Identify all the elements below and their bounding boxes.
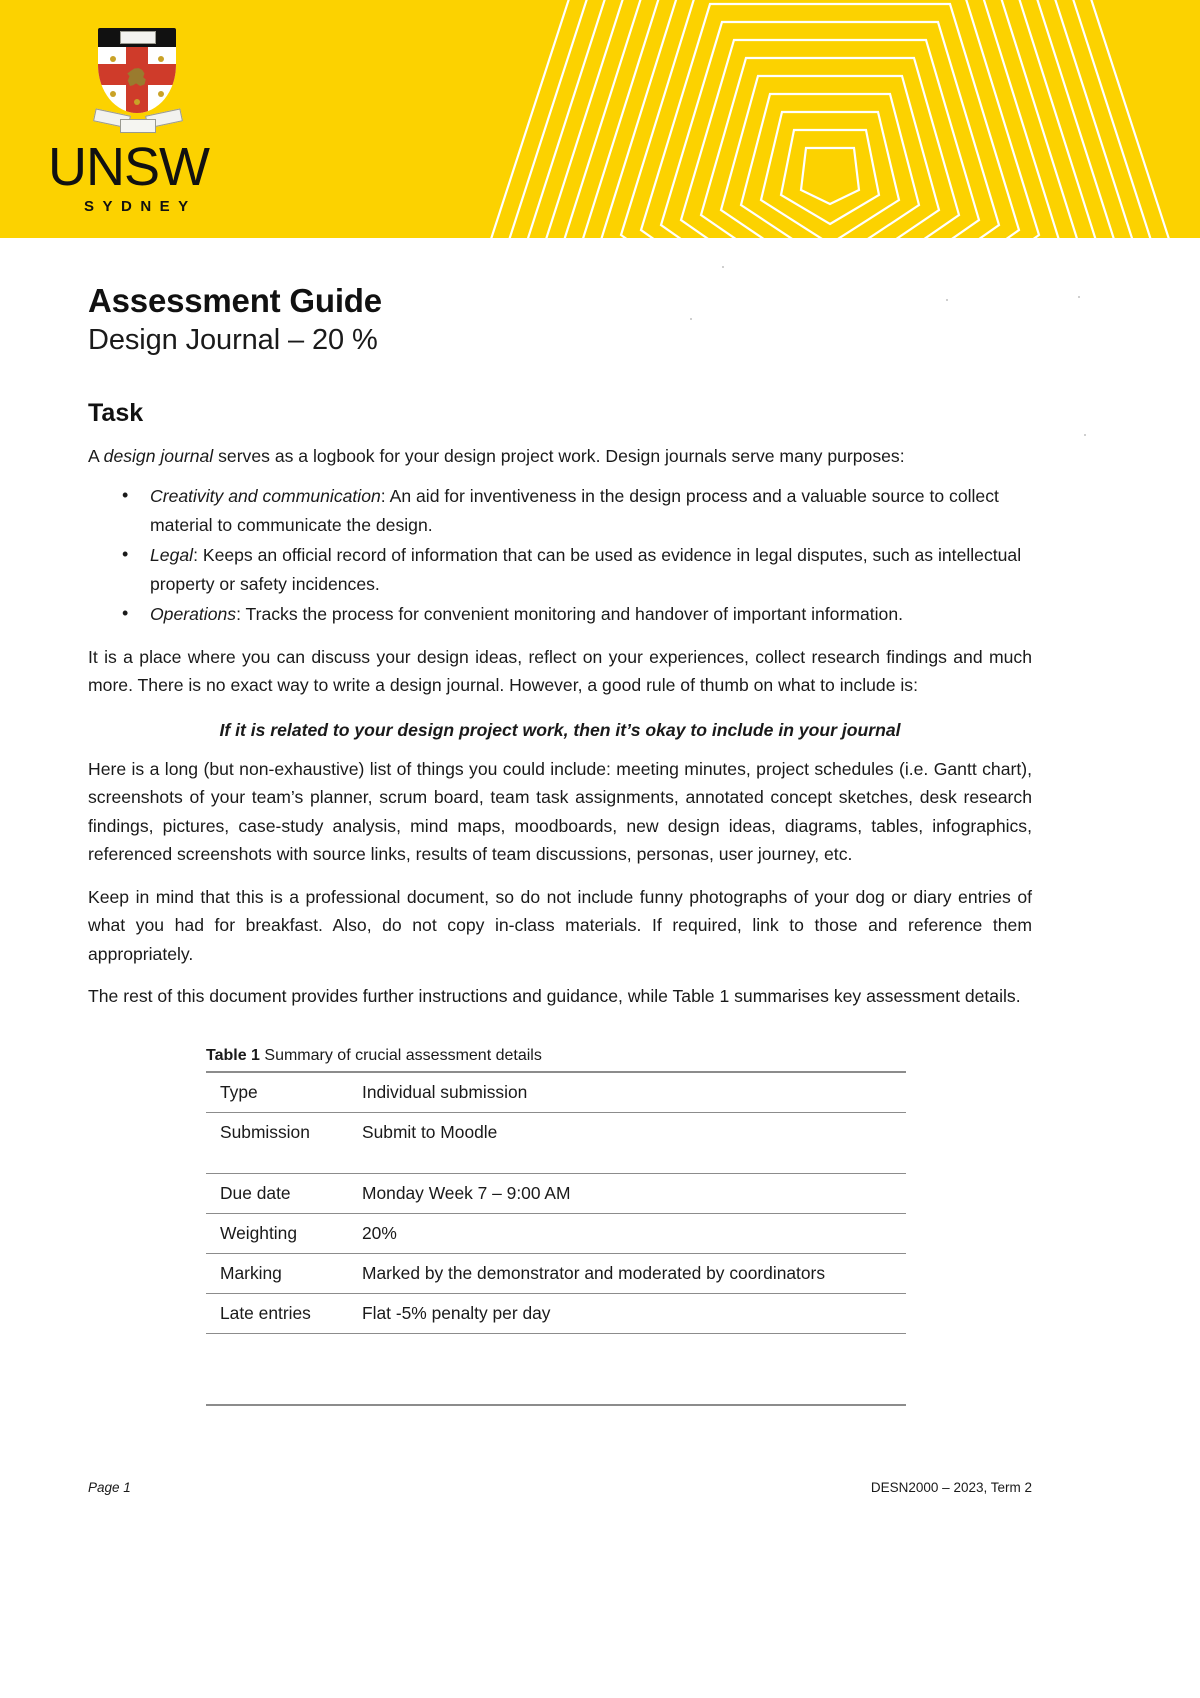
wordmark-unsw-text: UNSW <box>48 137 209 197</box>
wordmark-sydney-text: SYDNEY <box>84 198 197 215</box>
table-caption-text: Summary of crucial assessment details <box>264 1046 542 1064</box>
paragraph-professional: Keep in mind that this is a professional document, so do not include funny photographs of your dog or diary entries of what you had for breakfast. Also, do not copy in-class materials. If required, link to those and reference them appropriately. <box>88 886 1032 964</box>
list-item <box>150 482 1032 539</box>
table-row <box>206 1293 906 1333</box>
table-cell-key: Late entries <box>206 1293 358 1333</box>
scan-speck <box>1078 296 1080 298</box>
pentagon-pattern-decoration <box>450 0 1200 238</box>
bullet-text: : An aid for inventiveness in the design process and a valuable source to collect material to communicate the design. <box>150 486 999 535</box>
bullet-term: Creativity and communication <box>150 486 381 507</box>
assessment-summary-table <box>206 1071 906 1406</box>
page-header-band <box>0 0 1200 238</box>
section-heading-task: Task <box>88 398 144 427</box>
scan-speck <box>946 299 948 301</box>
table-row <box>206 1213 906 1253</box>
table-cell-empty <box>358 1333 906 1405</box>
table-cell-key: Marking <box>206 1253 358 1293</box>
table-spacer-row <box>206 1333 906 1405</box>
table-cell-key: Weighting <box>206 1213 358 1253</box>
table-row <box>206 1112 906 1173</box>
emphasis-statement: If it is related to your design project work, then it’s okay to include in your journal <box>219 719 901 740</box>
table-cell-value: Marked by the demonstrator and moderated by coordinators <box>358 1253 906 1293</box>
page-footer <box>88 1480 1032 1495</box>
footer-page-number: Page 1 <box>88 1480 131 1495</box>
bullet-text: : Keeps an official record of information that can be used as evidence in legal disputes, such as intellectual property or safety incidences. <box>150 545 1022 594</box>
table-caption <box>206 1047 906 1071</box>
table-row <box>206 1253 906 1293</box>
intro-lead-rest: serves as a logbook for your design project work. Design journals serve many purposes: <box>213 445 905 466</box>
scan-speck <box>690 318 692 320</box>
intro-paragraph <box>88 442 1032 471</box>
table-cell-value: Monday Week 7 – 9:00 AM <box>358 1173 906 1213</box>
table-cell-value: 20% <box>358 1213 906 1253</box>
intro-lead-italic: design journal <box>103 445 214 466</box>
table-closing-rule <box>206 1405 906 1406</box>
paragraph-rest-of-document: The rest of this document provides further instructions and guidance, while Table 1 summarises key assessment details. <box>88 986 1021 1007</box>
summary-table-wrapper <box>206 1047 906 1406</box>
paragraph-inclusion-list: Here is a long (but non-exhaustive) list of things you could include: meeting minutes, project schedules (i.e. Gantt chart), screenshots of your team’s planner, scrum board, team task assignments, annotated concept sketches, desk research findings, pictures, case-study analysis, mind maps, moodboards, new design ideas, diagrams, tables, infographics, referenced screenshots with source links, results of team discussions, personas, user journey, etc. <box>88 758 1032 865</box>
table-cell-empty <box>206 1333 358 1405</box>
content-column <box>88 282 1032 1406</box>
table-cell-key: Due date <box>206 1173 358 1213</box>
document-page <box>0 238 1200 1406</box>
page-title: Assessment Guide <box>88 282 382 319</box>
table-row <box>206 1072 906 1113</box>
table-cell-value: Flat -5% penalty per day <box>358 1293 906 1333</box>
unsw-crest-icon <box>98 28 176 136</box>
unsw-wordmark <box>48 137 228 215</box>
list-item <box>150 600 1032 629</box>
scan-speck <box>722 266 724 268</box>
intro-lead: A <box>88 445 104 466</box>
page-subtitle: Design Journal – 20 % <box>88 323 378 356</box>
bullet-text: : Tracks the process for convenient monitoring and handover of important information. <box>236 604 904 625</box>
bullet-term: Legal <box>150 545 194 566</box>
purposes-list <box>88 482 1032 629</box>
paragraph-place: It is a place where you can discuss your design ideas, reflect on your experiences, collect research findings and much more. There is no exact way to write a design journal. However, a good rule of thumb on what to include is: <box>88 646 1032 696</box>
footer-course-label: DESN2000 – 2023, Term 2 <box>870 1480 1032 1495</box>
bullet-term: Operations <box>150 604 237 625</box>
table-cell-key: Submission <box>206 1112 358 1173</box>
table-cell-value: Individual submission <box>358 1072 906 1113</box>
scan-speck <box>1084 434 1086 436</box>
table-cell-value: Submit to Moodle <box>358 1112 906 1173</box>
table-caption-label: Table 1 <box>206 1046 260 1064</box>
table-row <box>206 1173 906 1213</box>
list-item <box>150 541 1032 598</box>
table-cell-key: Type <box>206 1072 358 1113</box>
